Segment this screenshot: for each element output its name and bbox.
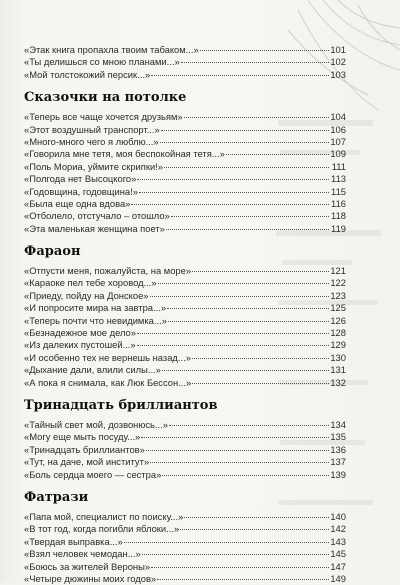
toc-entry: «Отпусти меня, пожалуйста, на море» 121 (24, 265, 346, 277)
page-number: 130 (330, 351, 346, 363)
page-number: 122 (330, 277, 346, 289)
toc-entry: «Боюсь за жителей Вероны» 147 (24, 560, 346, 572)
toc-entry: «Четыре дюжины моих годов» 149 (24, 572, 346, 584)
page-number: 107 (330, 135, 346, 147)
page-number: 136 (330, 443, 346, 455)
page-number: 118 (331, 210, 346, 222)
toc-entry: «Безнадежное мое дело» 128 (24, 327, 346, 339)
toc-entry: «Много-много чего я люблю...» 107 (24, 135, 346, 147)
toc-entry: «Мой толстокожий персик...» 103 (24, 68, 346, 80)
page-number: 129 (330, 339, 346, 351)
toc-entry: «Поль Мориа, уймите скрипки!» 111 (24, 160, 346, 172)
page-number: 149 (330, 572, 346, 584)
toc-entry: «Караоке пел тебе хоровод...» 122 (24, 277, 346, 289)
section-heading: Фатрази (24, 489, 89, 505)
toc-entry: «Могу еще мыть посуду...» 135 (24, 431, 346, 443)
page-number: 147 (330, 560, 346, 572)
page-number: 101 (330, 44, 346, 55)
page-number: 119 (331, 222, 346, 234)
toc-entry: «Твердая выправка...» 143 (24, 535, 346, 547)
page-number: 123 (330, 289, 346, 301)
page-number: 116 (331, 197, 346, 209)
toc-entry: «Боль сердца моего — сестра» 139 (24, 468, 346, 480)
page-number: 128 (330, 327, 346, 339)
page-number: 113 (331, 173, 346, 185)
section-heading: Сказочки на потолке (24, 90, 187, 106)
toc-entry: «Теперь почти что невидимка...» 126 (24, 314, 346, 326)
page-number: 140 (330, 510, 346, 522)
toc-entry: «Годовщина, годовщина!» 115 (24, 185, 346, 197)
toc-entry: «Этак книга пропахла твоим табаком...» 101 (24, 44, 346, 55)
page-number: 121 (330, 265, 346, 277)
page-number: 134 (330, 418, 346, 430)
table-of-contents (24, 44, 346, 585)
toc-entry: «В тот год, когда погибли яблоки...» 142 (24, 523, 346, 535)
page-number: 132 (330, 376, 346, 388)
page-number: 111 (331, 160, 346, 172)
page-number: 143 (330, 535, 346, 547)
toc-entry: «Теперь все чаще хочется друзьям» 104 (24, 111, 346, 123)
toc-entry: «Тайный свет мой, дозвонюсь...» 134 (24, 418, 346, 430)
page-number: 106 (330, 123, 346, 135)
toc-entry: «Дыхание дали, влили силы...» 131 (24, 364, 346, 376)
toc-entry: «А пока я снимала, как Люк Бессон...» 132 (24, 376, 346, 388)
section-heading: Фараон (24, 244, 81, 260)
toc-entry: «Взял человек чемодан...» 145 (24, 548, 346, 560)
page-number: 135 (330, 431, 346, 443)
toc-entry: «Тут, на даче, мой институт» 137 (24, 456, 346, 468)
toc-entry: «Была еще одна вдова» 116 (24, 197, 346, 209)
page-number: 126 (330, 314, 346, 326)
page-number: 102 (330, 56, 346, 68)
page-number: 142 (330, 523, 346, 535)
toc-entry: «Папа мой, специалист по поиску...» 140 (24, 510, 346, 522)
page-number: 137 (330, 456, 346, 468)
toc-entry: «Эта маленькая женщина поет» 119 (24, 222, 346, 234)
page-number: 109 (330, 148, 346, 160)
section-heading: Тринадцать бриллиантов (24, 397, 218, 413)
page-number: 104 (330, 111, 346, 123)
toc-entry: «Ты делишься со мною планами...» 102 (24, 56, 346, 68)
page-number: 145 (330, 548, 346, 560)
toc-entry: «Приеду, пойду на Донское» 123 (24, 289, 346, 301)
toc-entry: «Полгода нет Высоцкого» 113 (24, 173, 346, 185)
toc-entry: «Говорила мне тетя, моя беспокойная тетя...» 109 (24, 148, 346, 160)
toc-entry: «Отболело, отстучало – отошло» 118 (24, 210, 346, 222)
page-number: 139 (330, 468, 346, 480)
page-number: 103 (330, 68, 346, 80)
toc-entry: «И попросите мира на завтра...» 125 (24, 302, 346, 314)
page-number: 115 (331, 185, 346, 197)
toc-entry: «Тринадцать бриллиантов» 136 (24, 443, 346, 455)
page-number: 125 (330, 302, 346, 314)
page-number: 131 (330, 364, 346, 376)
toc-entry: «Из далеких пустошей...» 129 (24, 339, 346, 351)
toc-entry: «Этот воздушный транспорт...» 106 (24, 123, 346, 135)
toc-entry: «И особенно тех не вернешь назад...» 130 (24, 351, 346, 363)
